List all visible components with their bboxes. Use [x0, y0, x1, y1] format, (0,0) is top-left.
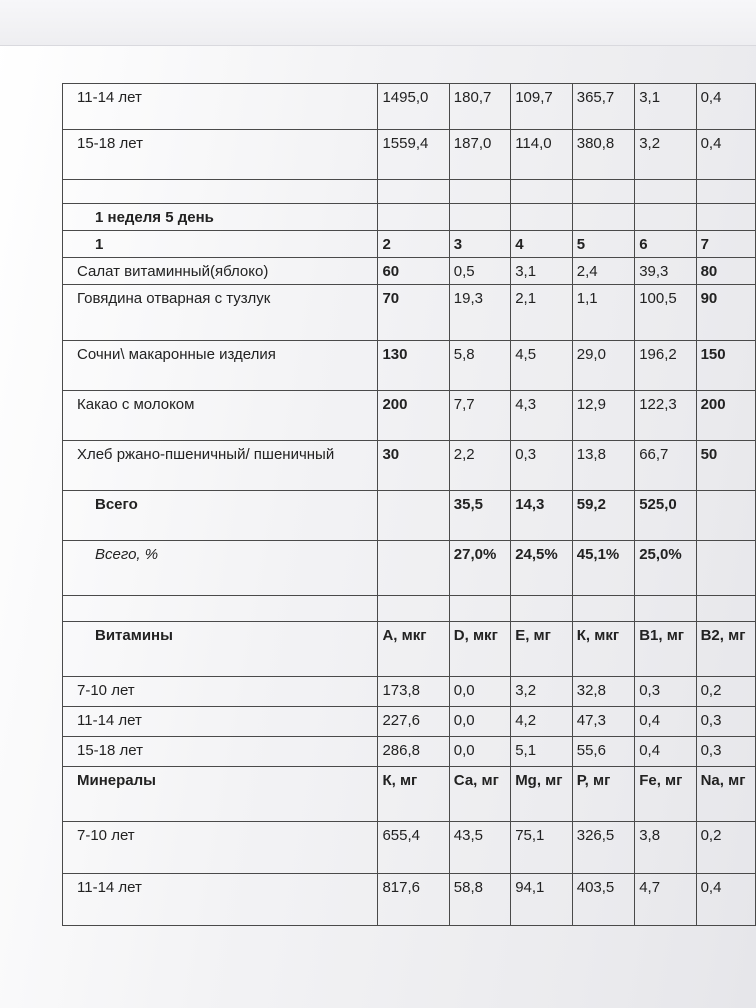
table-cell	[511, 596, 573, 622]
table-cell: 0,4	[635, 737, 696, 767]
table-cell	[511, 204, 573, 231]
table-cell	[63, 596, 378, 622]
table-cell: 1,1	[572, 285, 634, 341]
document-area	[62, 83, 756, 926]
previous-page-edge	[0, 0, 756, 46]
table-cell: 90	[696, 285, 755, 341]
table-cell	[378, 596, 449, 622]
table-cell: Р, мг	[572, 767, 634, 822]
table-cell	[378, 204, 449, 231]
table-cell: 150	[696, 341, 755, 391]
table-cell: 39,3	[635, 258, 696, 285]
table-cell: К, мкг	[572, 622, 634, 677]
table-cell: 25,0%	[635, 541, 696, 596]
table-cell: 32,8	[572, 677, 634, 707]
table-cell: 4,5	[511, 341, 573, 391]
table-cell	[635, 596, 696, 622]
table-cell: 0,5	[449, 258, 510, 285]
table-cell: 130	[378, 341, 449, 391]
column-number: 3	[449, 231, 510, 258]
table-cell: 0,4	[696, 130, 755, 180]
table-cell: 60	[378, 258, 449, 285]
table-row	[63, 737, 756, 767]
table-cell: К, мг	[378, 767, 449, 822]
table-cell: 817,6	[378, 874, 449, 926]
table-cell	[696, 180, 755, 204]
table-cell: 200	[378, 391, 449, 441]
table-cell: 43,5	[449, 822, 510, 874]
table-cell	[572, 204, 634, 231]
table-cell	[449, 204, 510, 231]
table-row	[63, 541, 756, 596]
table-cell: 75,1	[511, 822, 573, 874]
total-percent-label: Всего, %	[63, 541, 378, 596]
dish-name: Салат витаминный(яблоко)	[63, 258, 378, 285]
table-cell: 58,8	[449, 874, 510, 926]
table-row	[63, 180, 756, 204]
dish-name: Хлеб ржано-пшеничный/ пшеничный	[63, 441, 378, 491]
table-row	[63, 767, 756, 822]
table-cell: 12,9	[572, 391, 634, 441]
table-row	[63, 285, 756, 341]
table-cell: 180,7	[449, 84, 510, 130]
table-cell: 0,3	[511, 441, 573, 491]
table-cell: 655,4	[378, 822, 449, 874]
table-row	[63, 258, 756, 285]
table-cell: D, мкг	[449, 622, 510, 677]
table-cell: 0,0	[449, 707, 510, 737]
table-cell	[696, 204, 755, 231]
table-cell: Е, мг	[511, 622, 573, 677]
table-cell	[449, 180, 510, 204]
table-cell: А, мкг	[378, 622, 449, 677]
table-cell: 403,5	[572, 874, 634, 926]
table-cell: 70	[378, 285, 449, 341]
table-cell: Fe, мг	[635, 767, 696, 822]
table-row	[63, 231, 756, 258]
table-cell: 0,4	[696, 874, 755, 926]
table-cell: 0,3	[696, 737, 755, 767]
table-cell: 122,3	[635, 391, 696, 441]
table-row	[63, 707, 756, 737]
table-cell	[378, 491, 449, 541]
table-cell: В1, мг	[635, 622, 696, 677]
table-cell	[572, 180, 634, 204]
table-row	[63, 677, 756, 707]
table-cell: 4,7	[635, 874, 696, 926]
table-cell: Mg, мг	[511, 767, 573, 822]
table-cell: 0,4	[635, 707, 696, 737]
table-cell: 14,3	[511, 491, 573, 541]
table-cell	[572, 596, 634, 622]
table-cell: 24,5%	[511, 541, 573, 596]
table-cell: 50	[696, 441, 755, 491]
table-cell: 4,2	[511, 707, 573, 737]
table-cell: 0,4	[696, 84, 755, 130]
total-label: Всего	[63, 491, 378, 541]
table-cell: 365,7	[572, 84, 634, 130]
table-cell: 19,3	[449, 285, 510, 341]
table-row	[63, 84, 756, 130]
table-cell: 286,8	[378, 737, 449, 767]
table-cell: 3,2	[635, 130, 696, 180]
table-row	[63, 622, 756, 677]
minerals-heading: Минералы	[63, 767, 378, 822]
table-row	[63, 441, 756, 491]
column-number: 2	[378, 231, 449, 258]
table-cell: В2, мг	[696, 622, 755, 677]
table-cell: 0,3	[635, 677, 696, 707]
table-cell: 15-18 лет	[63, 737, 378, 767]
table-row	[63, 130, 756, 180]
table-cell: 109,7	[511, 84, 573, 130]
table-cell: 100,5	[635, 285, 696, 341]
column-number: 6	[635, 231, 696, 258]
table-cell: 173,8	[378, 677, 449, 707]
table-cell: 0,0	[449, 737, 510, 767]
table-cell: 114,0	[511, 130, 573, 180]
table-cell: 2,4	[572, 258, 634, 285]
table-cell	[696, 541, 755, 596]
table-cell: 29,0	[572, 341, 634, 391]
table-row	[63, 391, 756, 441]
table-cell: 11-14 лет	[63, 84, 378, 130]
table-cell: 11-14 лет	[63, 707, 378, 737]
table-cell: 0,2	[696, 822, 755, 874]
table-cell	[63, 180, 378, 204]
table-cell	[378, 541, 449, 596]
table-cell: 0,0	[449, 677, 510, 707]
table-cell	[635, 204, 696, 231]
table-cell: 1495,0	[378, 84, 449, 130]
table-cell: 3,2	[511, 677, 573, 707]
dish-name: Какао с молоком	[63, 391, 378, 441]
table-cell: Na, мг	[696, 767, 755, 822]
table-cell: 3,1	[511, 258, 573, 285]
table-cell: 525,0	[635, 491, 696, 541]
table-cell: 4,3	[511, 391, 573, 441]
table-row	[63, 874, 756, 926]
table-row	[63, 822, 756, 874]
table-cell: 11-14 лет	[63, 874, 378, 926]
table-cell	[378, 180, 449, 204]
table-cell	[696, 596, 755, 622]
table-cell: 35,5	[449, 491, 510, 541]
table-row	[63, 596, 756, 622]
table-cell: 0,2	[696, 677, 755, 707]
table-cell: 27,0%	[449, 541, 510, 596]
table-cell	[635, 180, 696, 204]
table-cell: 2,1	[511, 285, 573, 341]
table-cell: 13,8	[572, 441, 634, 491]
table-cell: 45,1%	[572, 541, 634, 596]
table-cell: 5,8	[449, 341, 510, 391]
table-cell: 55,6	[572, 737, 634, 767]
table-cell: 380,8	[572, 130, 634, 180]
table-cell: 227,6	[378, 707, 449, 737]
table-cell	[449, 596, 510, 622]
table-cell: 3,1	[635, 84, 696, 130]
table-cell	[696, 491, 755, 541]
table-cell: 30	[378, 441, 449, 491]
table-cell: 3,8	[635, 822, 696, 874]
table-cell: 7-10 лет	[63, 677, 378, 707]
column-number: 7	[696, 231, 755, 258]
table-cell: 7,7	[449, 391, 510, 441]
dish-name: Говядина отварная с тузлук	[63, 285, 378, 341]
table-cell: Са, мг	[449, 767, 510, 822]
table-row	[63, 341, 756, 391]
table-cell: 326,5	[572, 822, 634, 874]
vitamins-heading: Витамины	[63, 622, 378, 677]
table-row	[63, 491, 756, 541]
table-cell: 7-10 лет	[63, 822, 378, 874]
nutrition-table	[62, 83, 756, 926]
table-cell: 80	[696, 258, 755, 285]
table-cell: 196,2	[635, 341, 696, 391]
column-number: 5	[572, 231, 634, 258]
table-cell: 47,3	[572, 707, 634, 737]
table-cell: 59,2	[572, 491, 634, 541]
column-number: 4	[511, 231, 573, 258]
day-heading: 1 неделя 5 день	[63, 204, 378, 231]
column-number: 1	[63, 231, 378, 258]
table-cell	[511, 180, 573, 204]
table-cell: 187,0	[449, 130, 510, 180]
table-cell: 94,1	[511, 874, 573, 926]
table-cell: 1559,4	[378, 130, 449, 180]
table-cell: 66,7	[635, 441, 696, 491]
table-cell: 0,3	[696, 707, 755, 737]
dish-name: Сочни\ макаронные изделия	[63, 341, 378, 391]
table-row	[63, 204, 756, 231]
table-cell: 15-18 лет	[63, 130, 378, 180]
table-cell: 2,2	[449, 441, 510, 491]
table-cell: 200	[696, 391, 755, 441]
table-cell: 5,1	[511, 737, 573, 767]
